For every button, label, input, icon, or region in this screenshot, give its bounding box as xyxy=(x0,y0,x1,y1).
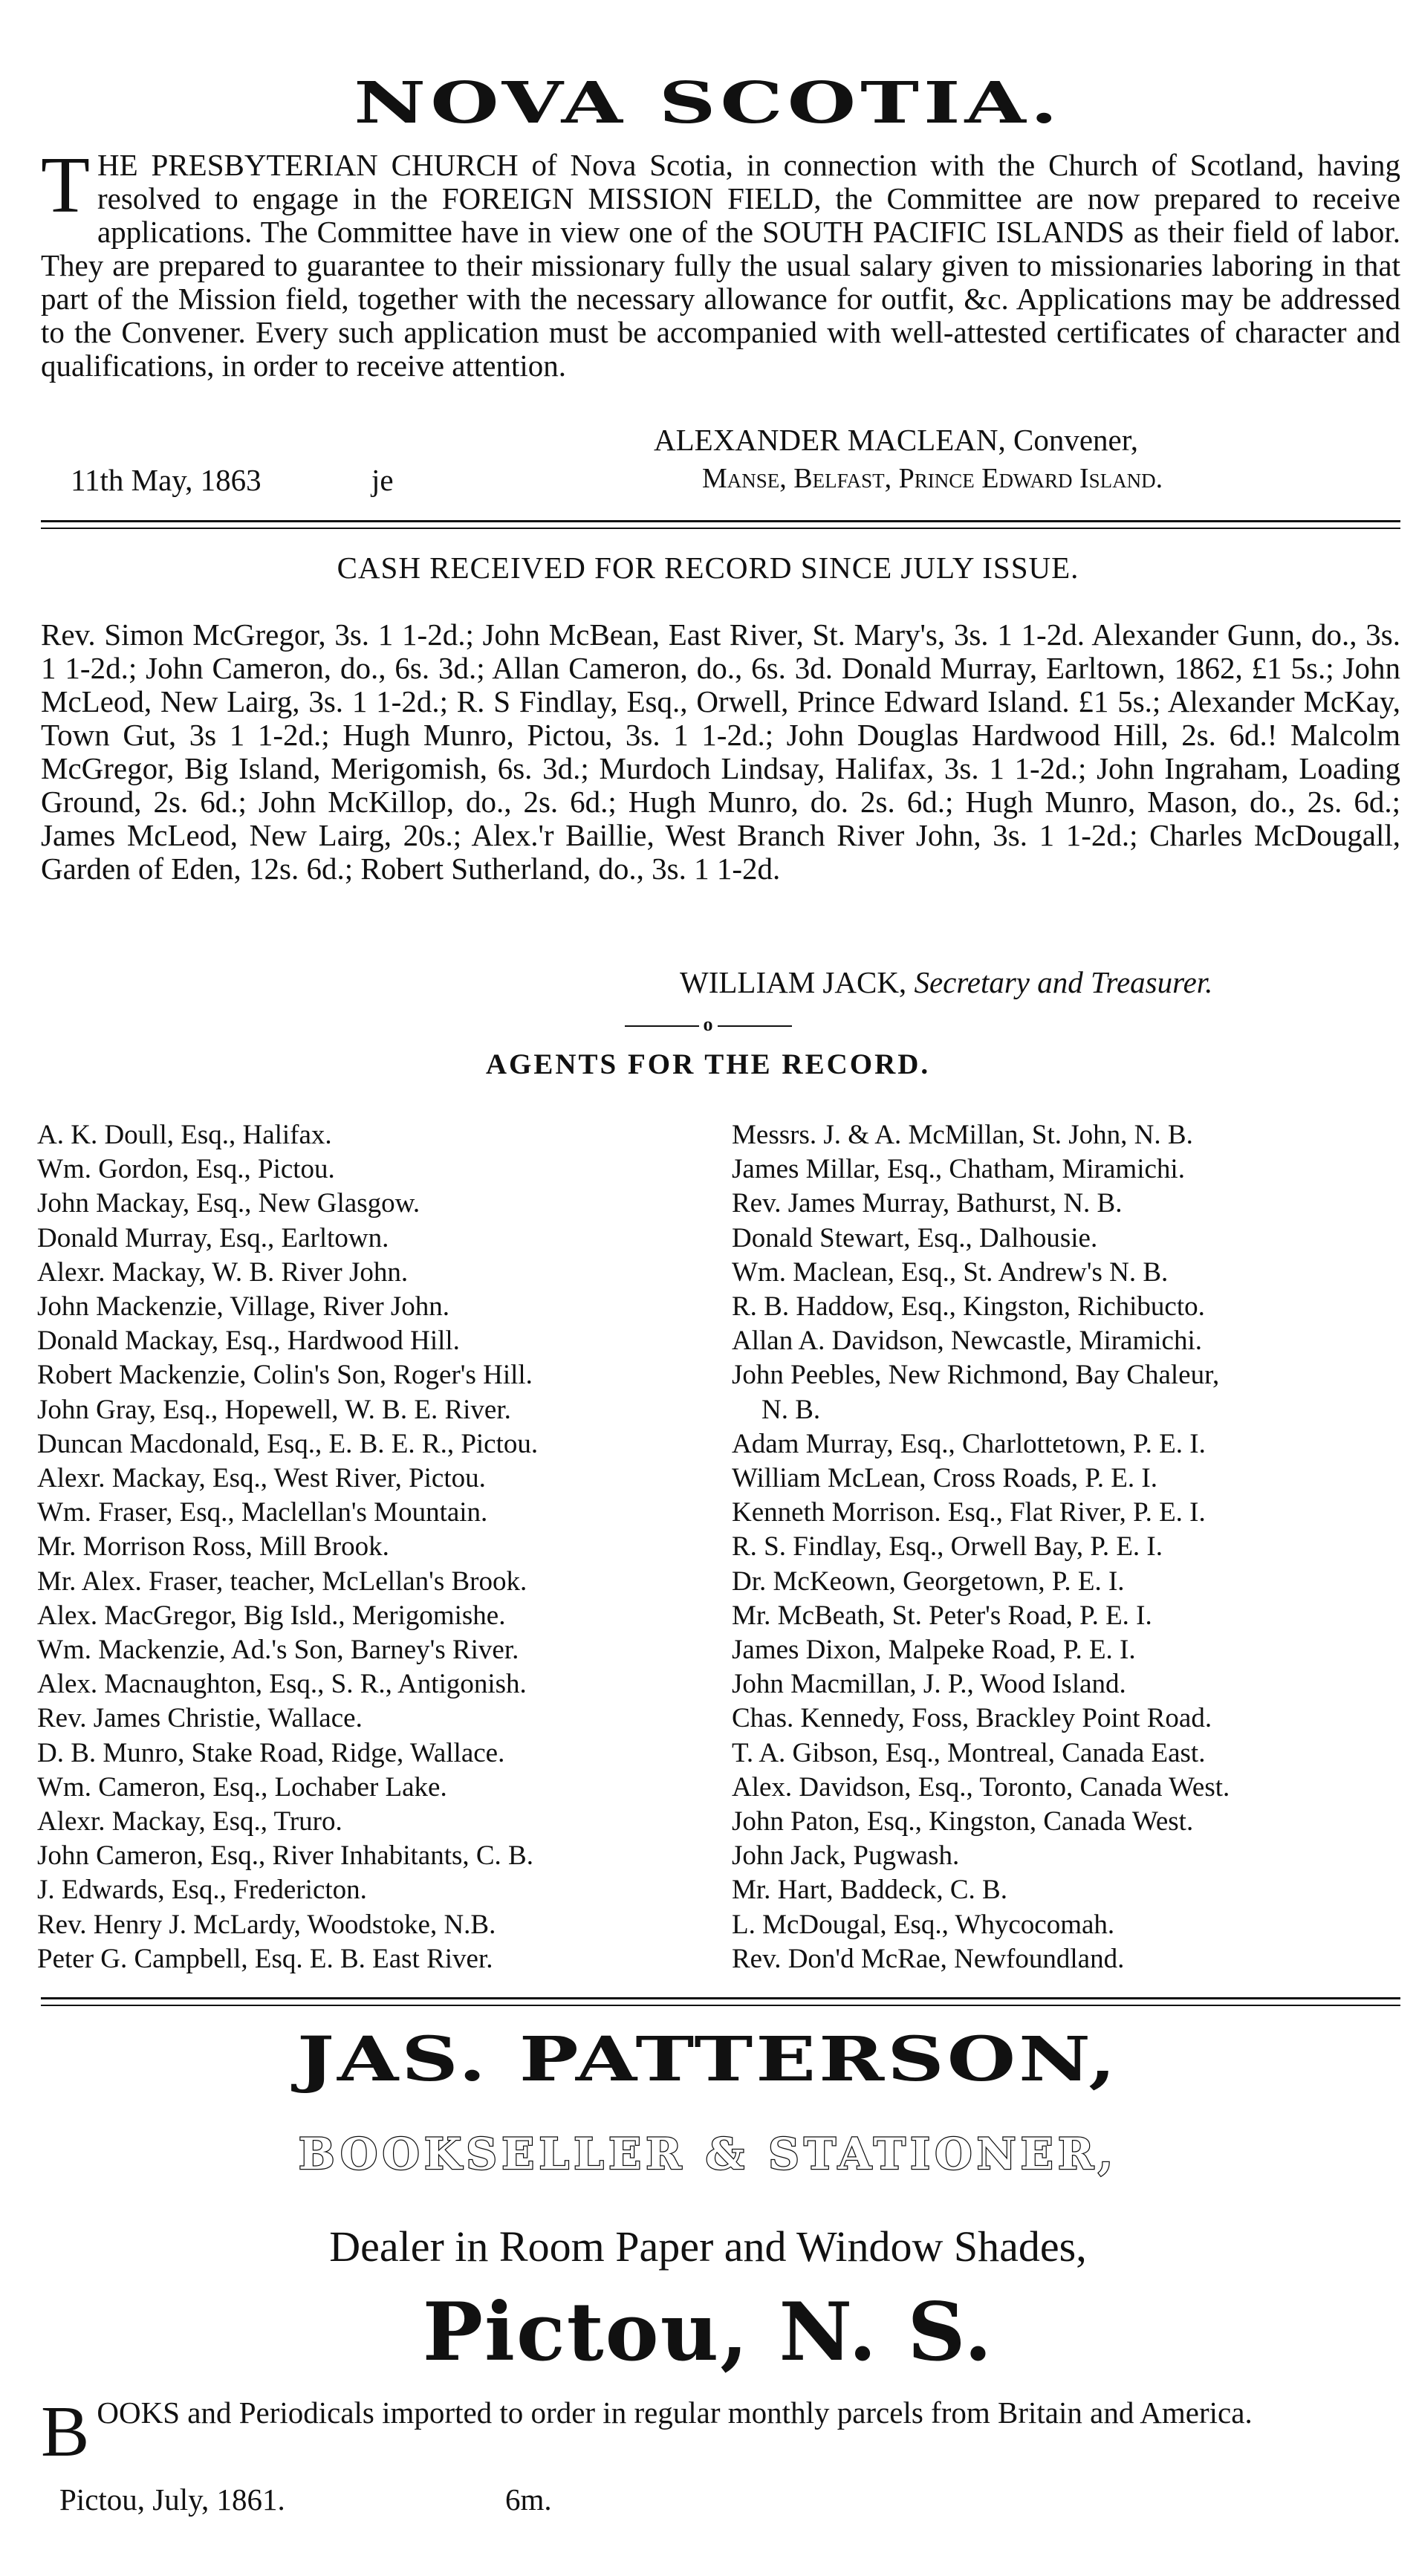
agent-entry: Rev. Henry J. McLardy, Woodstoke, N.B. xyxy=(37,1909,496,1940)
section-divider xyxy=(0,1013,1416,1036)
agent-entry: Wm. Gordon, Esq., Pictou. xyxy=(37,1154,335,1185)
books-code: 6m. xyxy=(505,2482,552,2517)
agent-entry: Donald Mackay, Esq., Hardwood Hill. xyxy=(37,1326,460,1357)
agent-entry: Chas. Kennedy, Foss, Brackley Point Road. xyxy=(732,1703,1212,1734)
books-dropcap: B xyxy=(41,2392,90,2472)
agent-entry: Messrs. J. & A. McMillan, St. John, N. B. xyxy=(732,1120,1193,1150)
cash-signatory-title: Secretary and Treasurer. xyxy=(914,965,1213,999)
agent-entry: T. A. Gibson, Esq., Montreal, Canada East. xyxy=(732,1737,1206,1768)
agent-entry: Mr. Hart, Baddeck, C. B. xyxy=(732,1875,1007,1906)
notice-date: 11th May, 1863 xyxy=(71,463,262,497)
agent-entry: Mr. Alex. Fraser, teacher, McLellan's Brook. xyxy=(37,1566,527,1597)
cash-signatory-name: WILLIAM JACK, xyxy=(680,965,907,999)
agent-entry: R. S. Findlay, Esq., Orwell Bay, P. E. I. xyxy=(732,1531,1163,1563)
agents-list-right xyxy=(732,1118,1400,1976)
section-rule xyxy=(41,520,1400,522)
books-date: Pictou, July, 1861. xyxy=(59,2482,285,2517)
section-rule-thin xyxy=(41,2005,1400,2006)
agent-entry: Allan A. Davidson, Newcastle, Miramichi. xyxy=(732,1326,1202,1357)
agent-entry: Mr. Morrison Ross, Mill Brook. xyxy=(37,1531,389,1563)
divider-right-line xyxy=(718,1025,792,1027)
agent-entry: John Mackay, Esq., New Glasgow. xyxy=(37,1188,420,1219)
agent-entry: Rev. James Christie, Wallace. xyxy=(37,1703,363,1734)
notice-code: je xyxy=(371,463,394,497)
cash-body: Rev. Simon McGregor, 3s. 1 1-2d.; John McBean, East River, St. Mary's, 3s. 1 1-2d. Alexander Gunn, do., 3s. 1 1-2d.; John Cameron, do., 6s. 3d.; Allan Cameron, do., 6s. 3d. Donald Murray, Earltown, 1862, £1 5s.; John McLeod, New Lairg, 3s. 1 1-2d.; R. S Findlay, Esq., Orwell, Prince Edward Island. £1 5s.; Alexander McKay, Town Gut, 3s 1 1-2d.; Hugh Munro, Pictou, 3s. 1 1-2d.; John Douglas Hardwood Hill, 2s. 6d.! Malcolm McGregor, Big Island, Merigomish, 6s. 3d.; Murdoch Lindsay, Halifax, 3s. 1 1-2d.; John Ingraham, Loading Ground, 2s. 6d.; John McKillop, do., 2s. 6d.; Hugh Munro, do. 2s. 6d.; Hugh Munro, Mason, do., 2s. 6d.; James McLeod, New Lairg, 20s.; Alex.'r Baillie, West Branch River John, 3s. 1 1-2d.; Charles McDougall, Garden of Eden, 12s. 6d.; Robert Sutherland, do., 3s. 1 1-2d. xyxy=(41,617,1400,886)
agent-entry: John Mackenzie, Village, River John. xyxy=(37,1291,450,1323)
agent-entry: Alex. MacGregor, Big Isld., Merigomishe. xyxy=(37,1600,506,1631)
agent-entry: Wm. Mackenzie, Ad.'s Son, Barney's River. xyxy=(37,1635,519,1666)
cash-heading: CASH RECEIVED FOR RECORD SINCE JULY ISSUE. xyxy=(337,551,1079,585)
agent-entry: Mr. McBeath, St. Peter's Road, P. E. I. xyxy=(732,1600,1152,1631)
agent-entry: L. McDougal, Esq., Whycocomah. xyxy=(732,1909,1115,1940)
agent-entry: John Jack, Pugwash. xyxy=(732,1840,960,1872)
agent-entry: Rev. James Murray, Bathurst, N. B. xyxy=(732,1188,1123,1219)
divider-mark: o xyxy=(703,1013,713,1035)
agent-entry: Rev. Don'd McRae, Newfoundland. xyxy=(732,1943,1125,1974)
agent-entry: Alex. Macnaughton, Esq., S. R., Antigonish. xyxy=(37,1669,527,1700)
cash-signatory xyxy=(680,964,1212,1000)
agent-entry: Duncan Macdonald, Esq., E. B. E. R., Pictou. xyxy=(37,1428,539,1459)
agent-entry: James Millar, Esq., Chatham, Miramichi. xyxy=(732,1154,1185,1185)
agent-entry: N. B. xyxy=(761,1394,821,1425)
agent-entry: Donald Murray, Esq., Earltown. xyxy=(37,1222,389,1253)
agent-entry: Kenneth Morrison. Esq., Flat River, P. E. I. xyxy=(732,1497,1206,1528)
section-rule xyxy=(41,1997,1400,1999)
section-rule-thin xyxy=(41,528,1400,529)
agents-heading: AGENTS FOR THE RECORD. xyxy=(485,1048,931,1080)
agent-entry: John Gray, Esq., Hopewell, W. B. E. River. xyxy=(37,1394,511,1425)
agent-entry: John Macmillan, J. P., Wood Island. xyxy=(732,1669,1126,1700)
agent-entry: Peter G. Campbell, Esq. E. B. East River. xyxy=(37,1943,493,1974)
agent-entry: J. Edwards, Esq., Fredericton. xyxy=(37,1875,367,1906)
agent-entry: D. B. Munro, Stake Road, Ridge, Wallace. xyxy=(37,1737,505,1768)
mission-notice xyxy=(41,141,1400,383)
divider-left-line xyxy=(625,1025,699,1027)
books-body: OOKS and Periodicals imported to order in regular monthly parcels from Britain and America. xyxy=(97,2395,1253,2430)
agent-entry: A. K. Doull, Esq., Halifax. xyxy=(37,1120,332,1150)
notice-signatory: ALEXANDER MACLEAN, Convener, xyxy=(654,423,1138,457)
notice-body: HE PRESBYTERIAN CHURCH of Nova Scotia, in connection with the Church of Scotland, having resolved to engage in the FOREIGN MISSION FIELD, the Committee are now prepared to receive applications. The Committee have in view one of the SOUTH PACIFIC ISLANDS as their field of labor. They are prepared to guarantee to their missionary fully the usual salary given to missionaries laboring in that part of the Mission field, together with the necessary allowance for outfit, &c. Applications may be addressed to the Convener. Every such application must be accompanied with well-attested certificates of character and qualifications, in order to receive attention. xyxy=(41,148,1400,383)
agent-entry: Adam Murray, Esq., Charlottetown, P. E. I. xyxy=(732,1428,1206,1459)
agent-entry: John Paton, Esq., Kingston, Canada West. xyxy=(732,1806,1194,1837)
agent-entry: Alexr. Mackay, Esq., West River, Pictou. xyxy=(37,1463,486,1494)
cash-received-list xyxy=(41,618,1400,886)
agent-entry: John Peebles, New Richmond, Bay Chaleur, xyxy=(732,1360,1220,1391)
patterson-title: JAS. PATTERSON, xyxy=(296,2022,1120,2095)
agent-entry: Wm. Maclean, Esq., St. Andrew's N. B. xyxy=(732,1256,1169,1288)
agent-entry: Wm. Cameron, Esq., Lochaber Lake. xyxy=(37,1771,447,1803)
dealer-line: Dealer in Room Paper and Window Shades, xyxy=(329,2222,1087,2271)
agent-entry: James Dixon, Malpeke Road, P. E. I. xyxy=(732,1635,1136,1666)
nova-scotia-title: NOVA SCOTIA. xyxy=(354,68,1062,136)
books-notice xyxy=(41,2392,1400,2472)
agent-entry: Alexr. Mackay, Esq., Truro. xyxy=(37,1806,342,1837)
agent-entry: R. B. Haddow, Esq., Kingston, Richibucto. xyxy=(732,1291,1205,1323)
notice-dropcap: T xyxy=(41,141,90,230)
agent-entry: Alexr. Mackay, W. B. River John. xyxy=(37,1256,409,1288)
agents-list-left xyxy=(37,1118,713,1976)
notice-address: Manse, Belfast, Prince Edward Island. xyxy=(702,463,1163,494)
agent-entry: John Cameron, Esq., River Inhabitants, C. B. xyxy=(37,1840,533,1872)
pictou-title: Pictou, N. S. xyxy=(422,2285,994,2379)
bookseller-subtitle: BOOKSELLER & STATIONER, xyxy=(298,2129,1118,2179)
agent-entry: Dr. McKeown, Georgetown, P. E. I. xyxy=(732,1566,1125,1597)
agent-entry: Robert Mackenzie, Colin's Son, Roger's Hill. xyxy=(37,1360,533,1391)
agent-entry: William McLean, Cross Roads, P. E. I. xyxy=(732,1463,1157,1494)
agent-entry: Donald Stewart, Esq., Dalhousie. xyxy=(732,1222,1098,1253)
agent-entry: Alex. Davidson, Esq., Toronto, Canada West. xyxy=(732,1771,1230,1803)
agent-entry: Wm. Fraser, Esq., Maclellan's Mountain. xyxy=(37,1497,488,1528)
